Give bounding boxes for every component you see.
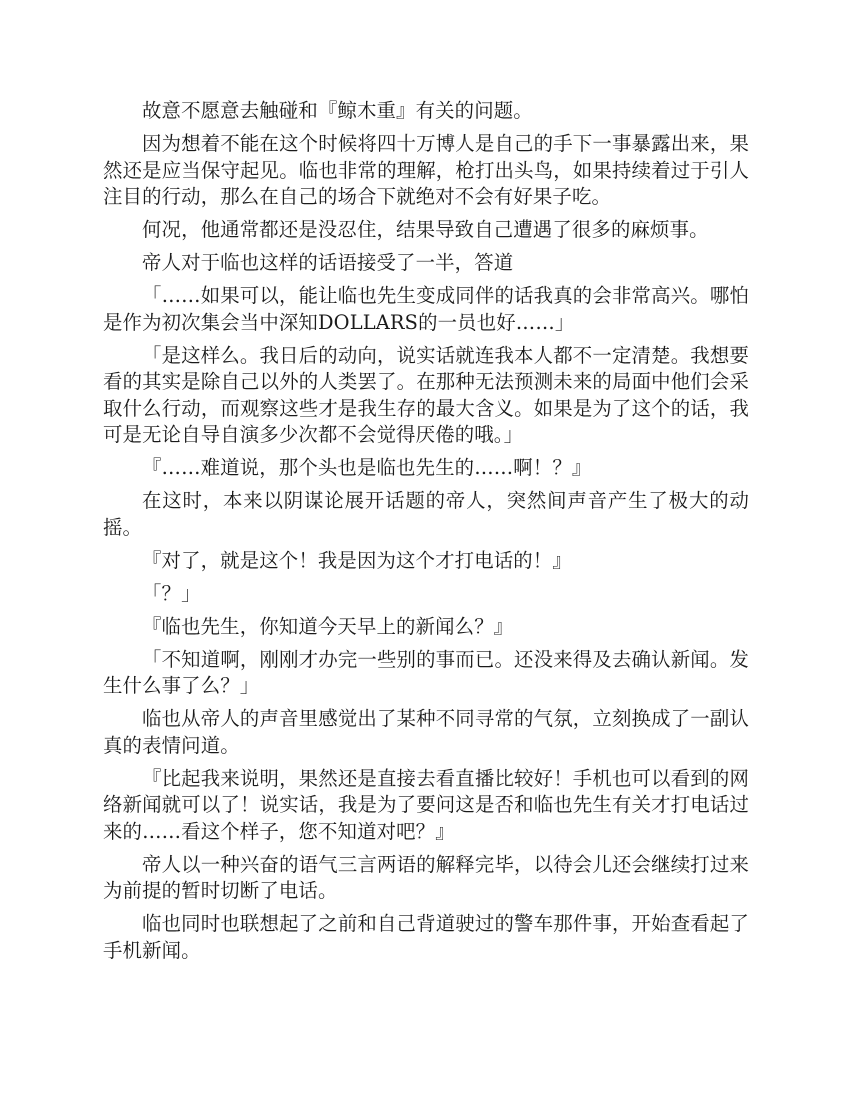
paragraph: 临也从帝人的声音里感觉出了某种不同寻常的气氛，立刻换成了一副认真的表情问道。 [103,707,749,757]
paragraph: 在这时，本来以阴谋论展开话题的帝人，突然间声音产生了极大的动摇。 [103,489,749,539]
text-body [103,98,749,971]
paragraph: 『……难道说，那个头也是临也先生的……啊！？』 [142,456,592,479]
paragraph: 临也同时也联想起了之前和自己背道驶过的警车那件事，开始查看起了手机新闻。 [103,912,749,962]
paragraph: 故意不愿意去触碰和『鲸木重』有关的问题。 [142,99,533,122]
paragraph: 「？」 [142,581,201,605]
paragraph: 「……如果可以，能让临也先生变成同伴的话我真的会非常高兴。哪怕是作为初次集会当中深知DOLLARS的一员也好……」 [103,284,749,334]
paragraph: 「是这样么。我日后的动向，说实话就连我本人都不一定清楚。我想要看的其实是除自己以外的人类罢了。在那种无法预测未来的局面中他们会采取什么行动，而观察这些才是我生存的最大含义。如果是为了这个的话，我可是无论自导自演多少次都不会觉得厌倦的哦。」 [103,343,749,446]
paragraph: 「不知道啊，刚刚才办完一些别的事而已。还没来得及去确认新闻。发生什么事了么？」 [103,647,749,697]
paragraph: 『对了，就是这个！我是因为这个才打电话的！』 [142,548,572,572]
paragraph: 『比起我来说明，果然还是直接去看直播比较好！手机也可以看到的网络新闻就可以了！说实话，我是为了要问这是否和临也先生有关才打电话过来的……看这个样子，您不知道对吧？』 [103,766,749,843]
paragraph: 帝人以一种兴奋的语气三言两语的解释完毕，以待会儿还会继续打过来为前提的暂时切断了电话。 [103,852,749,902]
paragraph: 『临也先生，你知道今天早上的新闻么？』 [142,614,514,638]
paragraph: 何况，他通常都还是没忍住，结果导致自己遭遇了很多的麻烦事。 [142,218,709,241]
paragraph: 因为想着不能在这个时候将四十万博人是自己的手下一事暴露出来，果然还是应当保守起见。临也非常的理解，枪打出头鸟，如果持续着过于引人注目的行动，那么在自己的场合下就绝对不会有好果子吃。 [103,132,749,208]
paragraph: 帝人对于临也这样的话语接受了一半，答道 [142,251,514,274]
